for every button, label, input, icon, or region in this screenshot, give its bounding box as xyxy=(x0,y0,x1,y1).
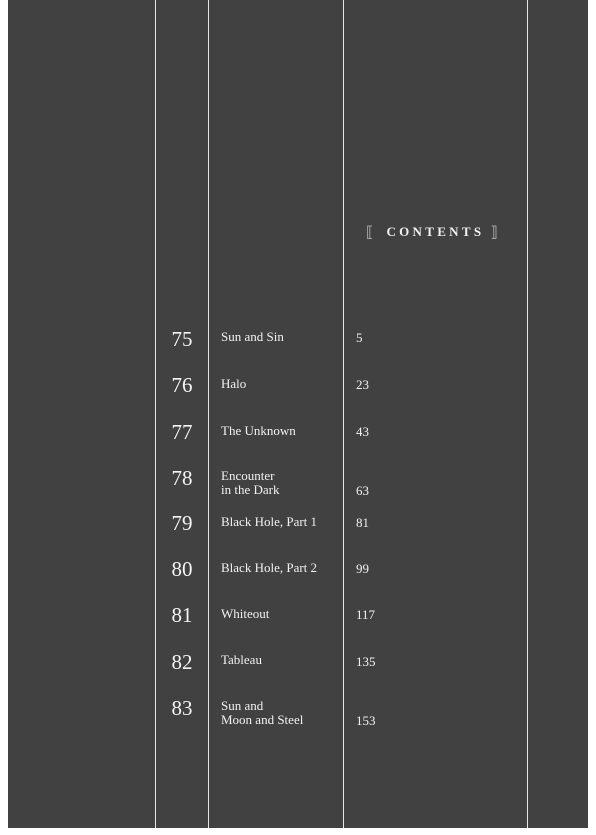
chapter-number: 83 xyxy=(171,696,193,720)
chapter-number: 81 xyxy=(171,603,193,627)
column-rule-title xyxy=(343,0,344,828)
column-rule-number xyxy=(208,0,209,828)
chapter-number: 75 xyxy=(171,327,193,351)
chapter-title: Tableau xyxy=(221,652,262,667)
chapter-page: 117 xyxy=(356,607,376,622)
chapter-number: 79 xyxy=(171,511,193,535)
right-bracket-ornament: ⟧ xyxy=(490,223,495,241)
column-rule-left xyxy=(155,0,156,828)
contents-title: CONTENTS xyxy=(386,224,485,239)
contents-heading xyxy=(366,222,506,242)
chapter-title: Whiteout xyxy=(221,606,270,621)
column-rule-right xyxy=(527,0,528,828)
chapter-number: 77 xyxy=(171,420,193,444)
chapter-page: 63 xyxy=(356,483,369,498)
chapter-page: 153 xyxy=(356,713,376,728)
chapter-title: Encounter in the Dark xyxy=(221,468,280,497)
chapter-title: Halo xyxy=(221,376,247,391)
chapter-title: Black Hole, Part 1 xyxy=(221,514,318,529)
chapter-page: 99 xyxy=(356,561,369,576)
chapter-page: 5 xyxy=(356,330,363,345)
chapter-title: The Unknown xyxy=(221,423,296,438)
chapter-number: 82 xyxy=(171,650,193,674)
chapter-page: 135 xyxy=(356,654,376,669)
chapter-page: 23 xyxy=(356,377,369,392)
chapter-title: Black Hole, Part 2 xyxy=(221,560,318,575)
chapter-number: 80 xyxy=(171,557,193,581)
chapter-page: 43 xyxy=(356,424,369,439)
chapter-title: Sun and Moon and Steel xyxy=(221,698,304,727)
chapter-title: Sun and Sin xyxy=(221,329,284,344)
left-bracket-ornament: ⟦ xyxy=(366,223,371,241)
chapter-number: 76 xyxy=(171,373,193,397)
chapter-page: 81 xyxy=(356,515,369,530)
chapter-number: 78 xyxy=(171,466,193,490)
